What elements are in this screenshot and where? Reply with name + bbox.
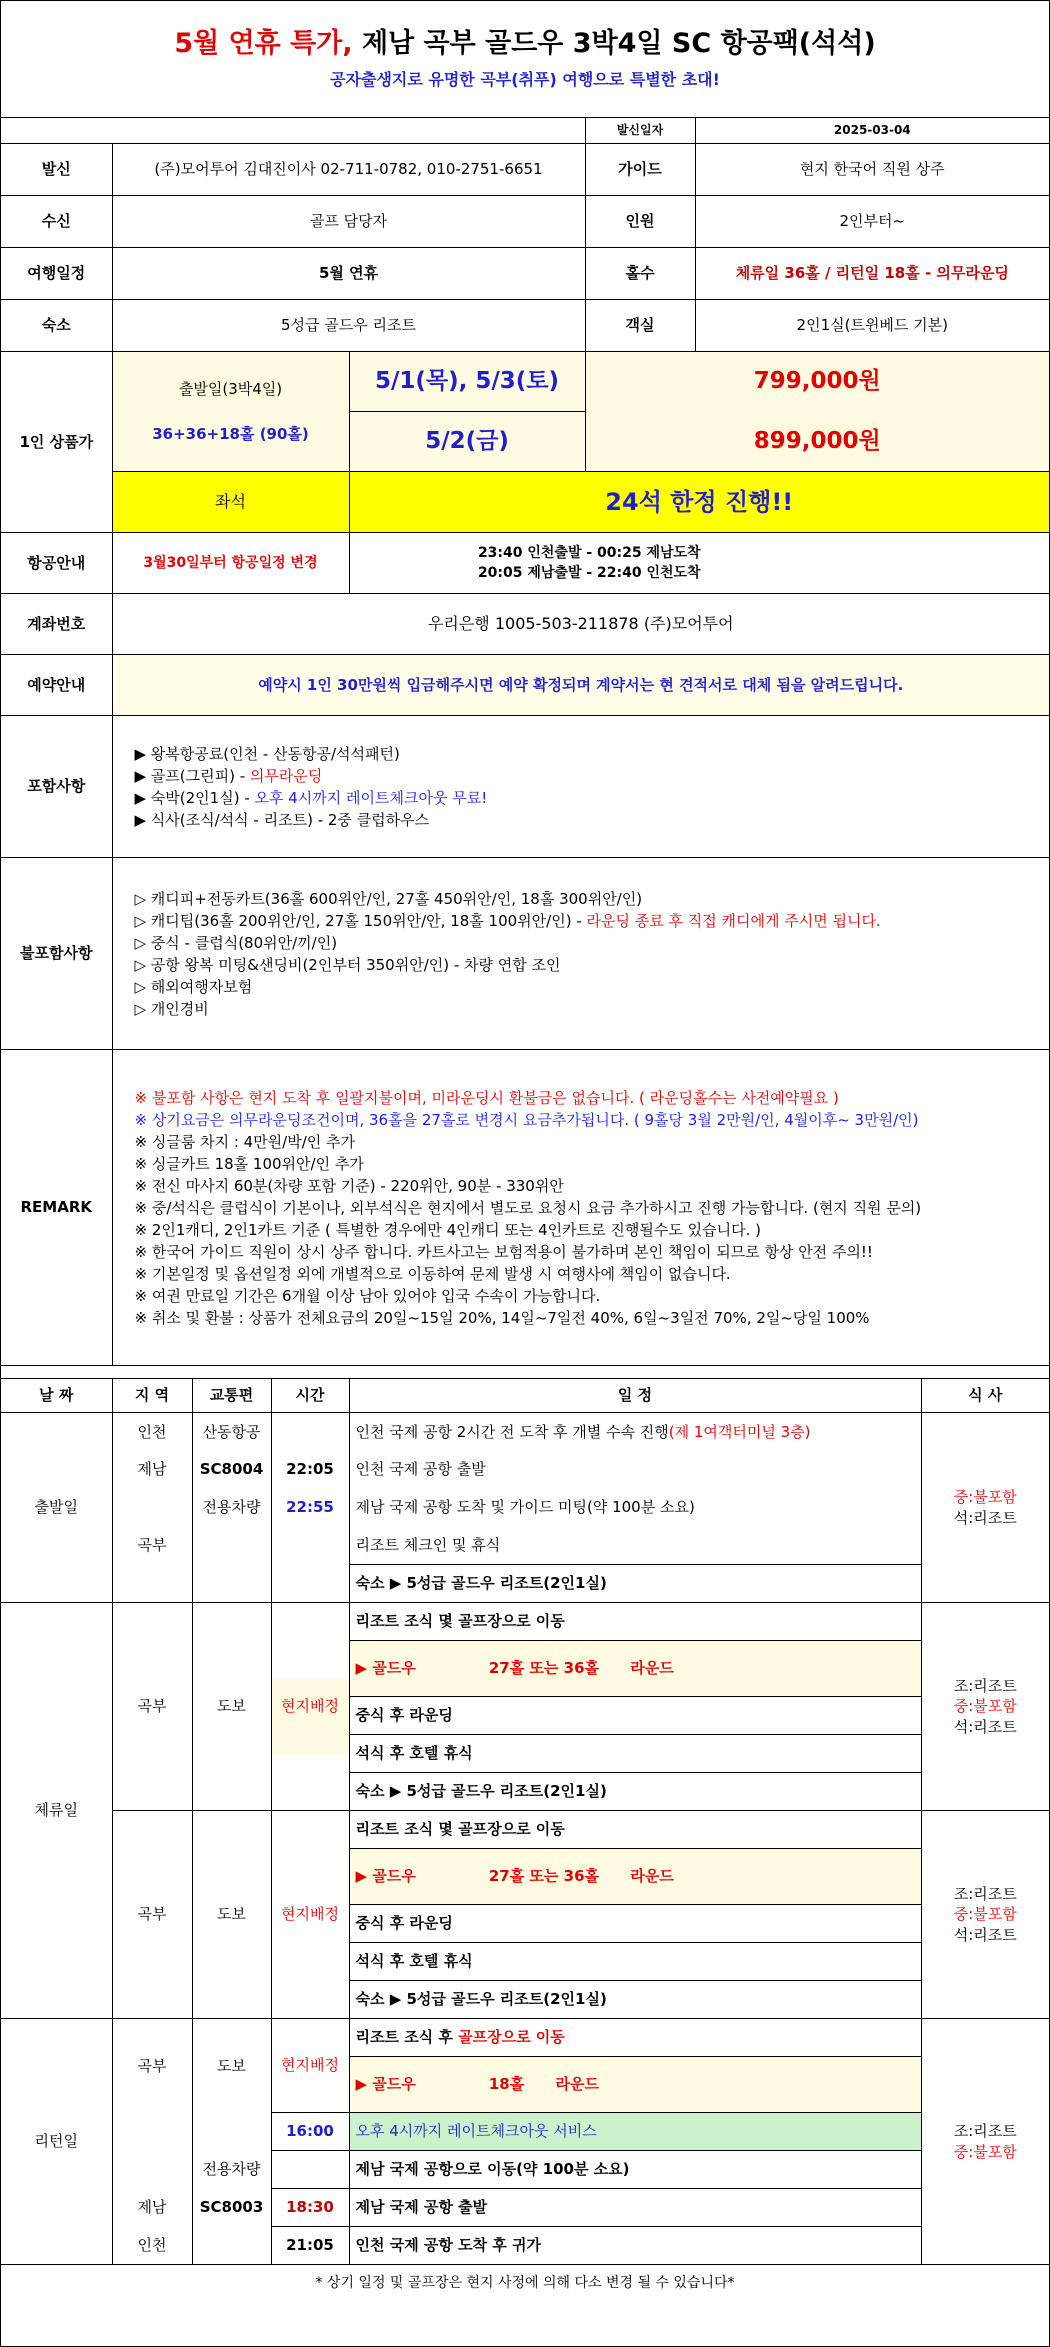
day3-transport: SC8003 (192, 2189, 271, 2227)
room-value: 2인1실(트윈베드 기본) (695, 300, 1049, 352)
day3-time: 18:30 (271, 2189, 349, 2227)
day3-region: 제남 (112, 2189, 192, 2227)
day2-transport: 도보 (192, 1603, 271, 1811)
excluded-item: ▷ 개인경비 (134, 999, 209, 1018)
holes-value: 체류일 36홀 / 리턴일 18홀 - 의무라운딩 (695, 248, 1049, 300)
day1-transport: 전용차량 (192, 1489, 271, 1527)
guide-value: 현지 한국어 직원 상주 (695, 144, 1049, 196)
table-row (1, 1603, 1049, 1641)
day2-transport: 도보 (192, 1811, 271, 2019)
day3-arrive: 인천 국제 공항 도착 후 귀가 (349, 2227, 921, 2265)
info-table (1, 117, 1049, 1366)
day2-dinner: 석식 후 호텔 휴식 (349, 1735, 921, 1773)
remark-label: REMARK (1, 1050, 112, 1366)
col-transport: 교통편 (192, 1379, 271, 1413)
reservation-label: 예약안내 (1, 655, 112, 716)
table-row (1, 1811, 1049, 1849)
day2-region: 곡부 (112, 1811, 192, 2019)
table-row (1, 2113, 1049, 2151)
day3-checkout: 오후 4시까지 레이트체크아웃 서비스 (349, 2113, 921, 2151)
day1-region (112, 1489, 192, 1527)
day2-meal (921, 1603, 1049, 1811)
hotel-value: 5성급 골드우 리조트 (112, 300, 585, 352)
day3-region: 인천 (112, 2227, 192, 2265)
day3-checkout-time: 16:00 (271, 2113, 349, 2151)
receiver-label: 수신 (1, 196, 112, 248)
included-item: ▶ 식사(조식/석식 - 리조트) - 2중 클럽하우스 (134, 810, 430, 829)
meal-item: 조:리조트 (953, 1885, 1017, 1904)
remark-item: ※ 싱글카트 18홀 100위안/인 추가 (134, 1154, 364, 1173)
day3-golf: ▶ 골드우 18홀 라운드 (349, 2057, 921, 2113)
flight-note: 3월30일부터 항공일정 변경 (112, 533, 349, 594)
remark-item: ※ 2인1캐디, 2인1카트 기준 ( 특별한 경우에만 4인캐디 또는 4인카트로 진행될수도 있습니다. ) (134, 1220, 761, 1239)
people-value: 2인부터~ (695, 196, 1049, 248)
day1-time (271, 1413, 349, 1451)
day3-transport: 도보 (192, 2019, 271, 2113)
remark-item: ※ 싱글룸 차지 : 4만원/박/인 추가 (134, 1132, 356, 1151)
price-amount-1: 799,000원 (585, 352, 1049, 412)
day2-meal (921, 1811, 1049, 2019)
col-meal: 식 사 (921, 1379, 1049, 1413)
meal-item: 조:리조트 (953, 1677, 1017, 1696)
sender-label: 발신 (1, 144, 112, 196)
excluded-item: ▷ 캐디팁(36홀 200위안/인, 27홀 150위안/안, 18홀 100위안/인) - 라운딩 종료 후 직접 캐디에게 주시면 됩니다. (134, 911, 881, 930)
seat-value: 24석 한정 진행!! (349, 472, 1049, 533)
day3-depart: 제남 국제 공항 출발 (349, 2189, 921, 2227)
title-text: 제남 곡부 골드우 3박4일 SC 항공팩(석석) (352, 28, 876, 59)
account-value: 우리은행 1005-503-211878 (주)모어투어 (112, 594, 1049, 655)
title-block (1, 1, 1049, 117)
day1-region: 곡부 (112, 1527, 192, 1565)
flight-line-2: 20:05 제남출발 - 22:40 인천도착 (477, 565, 701, 581)
page-subtitle: 공자출생지로 유명한 곡부(취푸) 여행으로 특별한 초대! (330, 70, 720, 89)
day3-time: 현지배정 (271, 2019, 349, 2113)
schedule-table (1, 1378, 1049, 2303)
account-label: 계좌번호 (1, 594, 112, 655)
seat-label: 좌석 (112, 472, 349, 533)
day2-time: 현지배정 (271, 1603, 349, 1811)
day2-lunch: 중식 후 라운딩 (349, 1697, 921, 1735)
day2-golf: ▶ 골드우 27홀 또는 36홀 라운드 (349, 1641, 921, 1697)
price-date-2: 5/2(금) (349, 412, 585, 472)
day1-transport (192, 1527, 271, 1565)
day3-name: 리턴일 (1, 2019, 112, 2265)
flight-label: 항공안내 (1, 533, 112, 594)
schedule-value: 5월 연휴 (112, 248, 585, 300)
table-row (1, 1565, 1049, 1603)
date-value: 2025-03-04 (695, 118, 1049, 144)
day1-time: 22:55 (271, 1489, 349, 1527)
excluded-item: ▷ 중식 - 클럽식(80위안/끼/인) (134, 933, 338, 952)
day3-region: 곡부 (112, 2019, 192, 2113)
title-highlight: 5월 연휴 특가, (174, 28, 353, 59)
meal-item: 석:리조트 (953, 1508, 1017, 1527)
table-row (1, 2151, 1049, 2189)
table-row (1, 2019, 1049, 2057)
day2-move: 리조트 조식 몇 골프장으로 이동 (349, 1603, 921, 1641)
included-item: ▶ 숙박(2인1실) - 오후 4시까지 레이트체크아웃 무료! (134, 788, 488, 807)
reservation-value: 예약시 1인 30만원씩 입금해주시면 예약 확정되며 계약서는 현 견적서로 대체 됨을 알려드립니다. (112, 655, 1049, 716)
included-label: 포함사항 (1, 716, 112, 858)
remark-list-cell (112, 1050, 1049, 1366)
day1-hotel: 숙소 ▶ 5성급 골드우 리조트(2인1실) (349, 1565, 921, 1603)
meal-item: 중:불포함 (953, 1488, 1017, 1507)
day3-meal (921, 2019, 1049, 2265)
remark-item: ※ 여권 만료일 기간은 6개월 이상 남아 있어야 입국 수속이 가능합니다. (134, 1286, 601, 1305)
day2-time: 현지배정 (271, 1811, 349, 2019)
included-item: ▶ 왕복항공료(인천 - 산동항공/석석패턴) (134, 744, 400, 763)
table-row (1, 1413, 1049, 1451)
meal-item: 석:리조트 (953, 1925, 1017, 1944)
hotel-label: 숙소 (1, 300, 112, 352)
remark-item: ※ 중/석식은 클럽식이 기본이나, 외부석식은 현지에서 별도로 요청시 요금 추가하시고 진행 가능합니다. (현지 직원 문의) (134, 1198, 922, 1217)
meal-item: 중:불포함 (953, 1905, 1017, 1924)
day1-meal (921, 1413, 1049, 1603)
day2-name: 체류일 (1, 1603, 112, 2019)
meal-item: 석:리조트 (953, 1717, 1017, 1736)
included-list-cell (112, 716, 1049, 858)
day1-time: 22:05 (271, 1451, 349, 1489)
excluded-item: ▷ 해외여행자보험 (134, 977, 253, 996)
day2-move: 리조트 조식 몇 골프장으로 이동 (349, 1811, 921, 1849)
day1-item: 인천 국제 공항 2시간 전 도착 후 개별 수속 진행(제 1여객터미널 3층) (349, 1413, 921, 1451)
day2-hotel: 숙소 ▶ 5성급 골드우 리조트(2인1실) (349, 1981, 921, 2019)
day2-region: 곡부 (112, 1603, 192, 1811)
day3-transport: 전용차량 (192, 2151, 271, 2189)
day2-dinner: 석식 후 호텔 휴식 (349, 1943, 921, 1981)
price-label: 1인 상품가 (1, 352, 112, 533)
sender-value: (주)모어투어 김대진이사 02-711-0782, 010-2751-6651 (112, 144, 585, 196)
day1-item: 인천 국제 공항 출발 (349, 1451, 921, 1489)
included-item: ▶ 골프(그린피) - 의무라운딩 (134, 766, 323, 785)
day3-move: 리조트 조식 후 골프장으로 이동 (349, 2019, 921, 2057)
excluded-item: ▷ 공항 왕복 미팅&샌딩비(2인부터 350위안/인) - 차량 연합 조인 (134, 955, 561, 974)
price-amount-2: 899,000원 (585, 412, 1049, 472)
remark-item: ※ 기본일정 및 옵션일정 외에 개별적으로 이동하여 문제 발생 시 여행사에 책임이 없습니다. (134, 1264, 731, 1283)
day2-golf: ▶ 골드우 27홀 또는 36홀 라운드 (349, 1849, 921, 1905)
table-row (1, 1489, 1049, 1527)
guide-label: 가이드 (585, 144, 695, 196)
included-list (119, 743, 1044, 831)
col-region: 지 역 (112, 1379, 192, 1413)
remark-item: ※ 상기요금은 의무라운딩조건이며, 36홀을 27홀로 변경시 요금추가됩니다. ( 9홀당 3월 2만원/인, 4월이후~ 3만원/인) (134, 1110, 919, 1129)
meal-item: 중:불포함 (953, 2142, 1017, 2161)
footer-note: * 상기 일정 및 골프장은 현지 사정에 의해 다소 변경 될 수 있습니다* (1, 2265, 1049, 2303)
holes-label: 홀수 (585, 248, 695, 300)
receiver-value: 골프 담당자 (112, 196, 585, 248)
remark-item: ※ 한국어 가이드 직원이 상시 상주 합니다. 카트사고는 보험적용이 불가하며 본인 책임이 되므로 항상 안전 주의!! (134, 1242, 873, 1261)
table-row (1, 2227, 1049, 2265)
flight-times (349, 533, 1049, 594)
col-date: 날 짜 (1, 1379, 112, 1413)
depart-label: 출발일(3박4일) (112, 352, 349, 412)
day2-hotel: 숙소 ▶ 5성급 골드우 리조트(2인1실) (349, 1773, 921, 1811)
room-label: 객실 (585, 300, 695, 352)
col-itinerary: 일 정 (349, 1379, 921, 1413)
flight-line-1: 23:40 인천출발 - 00:25 제남도착 (477, 545, 701, 561)
day1-region: 인천 (112, 1413, 192, 1451)
excluded-list-cell (112, 858, 1049, 1050)
excluded-item: ▷ 캐디피+전동카트(36홀 600위안/인, 27홀 450위안/인, 18홀 300위안/인) (134, 889, 643, 908)
table-row (1, 2189, 1049, 2227)
price-date-1: 5/1(목), 5/3(토) (349, 352, 585, 412)
page-title (1, 27, 1049, 61)
day1-transport: SC8004 (192, 1451, 271, 1489)
remark-item: ※ 취소 및 환불 : 상품가 전체요금의 20일~15일 20%, 14일~7일전 40%, 6일~3일전 70%, 2일~당일 100% (134, 1308, 870, 1327)
excluded-list (119, 888, 1044, 1020)
table-row (1, 1451, 1049, 1489)
day1-name: 출발일 (1, 1413, 112, 1603)
people-label: 인원 (585, 196, 695, 248)
col-time: 시간 (271, 1379, 349, 1413)
meal-item: 조:리조트 (953, 2122, 1017, 2141)
day1-time (271, 1527, 349, 1565)
table-row (1, 1527, 1049, 1565)
day3-time: 21:05 (271, 2227, 349, 2265)
remark-item: ※ 불포함 사항은 현지 도착 후 일괄지불이며, 미라운딩시 환불금은 없습니다. ( 라운딩홀수는 사전예약필요 ) (134, 1088, 839, 1107)
meal-item: 중:불포함 (953, 1697, 1017, 1716)
remark-list (119, 1087, 1044, 1329)
excluded-label: 불포함사항 (1, 858, 112, 1050)
schedule-label: 여행일정 (1, 248, 112, 300)
day1-transport: 산동항공 (192, 1413, 271, 1451)
date-label: 발신일자 (585, 118, 695, 144)
remark-item: ※ 전신 마사지 60분(차량 포함 기준) - 220위안, 90분 - 330위안 (134, 1176, 564, 1195)
day1-item: 제남 국제 공항 도착 및 가이드 미팅(약 100분 소요) (349, 1489, 921, 1527)
day2-lunch: 중식 후 라운딩 (349, 1905, 921, 1943)
day1-region: 제남 (112, 1451, 192, 1489)
day1-item: 리조트 체크인 및 휴식 (349, 1527, 921, 1565)
holes-total: 36+36+18홀 (90홀) (112, 412, 349, 472)
day3-to-airport: 제남 국제 공항으로 이동(약 100분 소요) (349, 2151, 921, 2189)
